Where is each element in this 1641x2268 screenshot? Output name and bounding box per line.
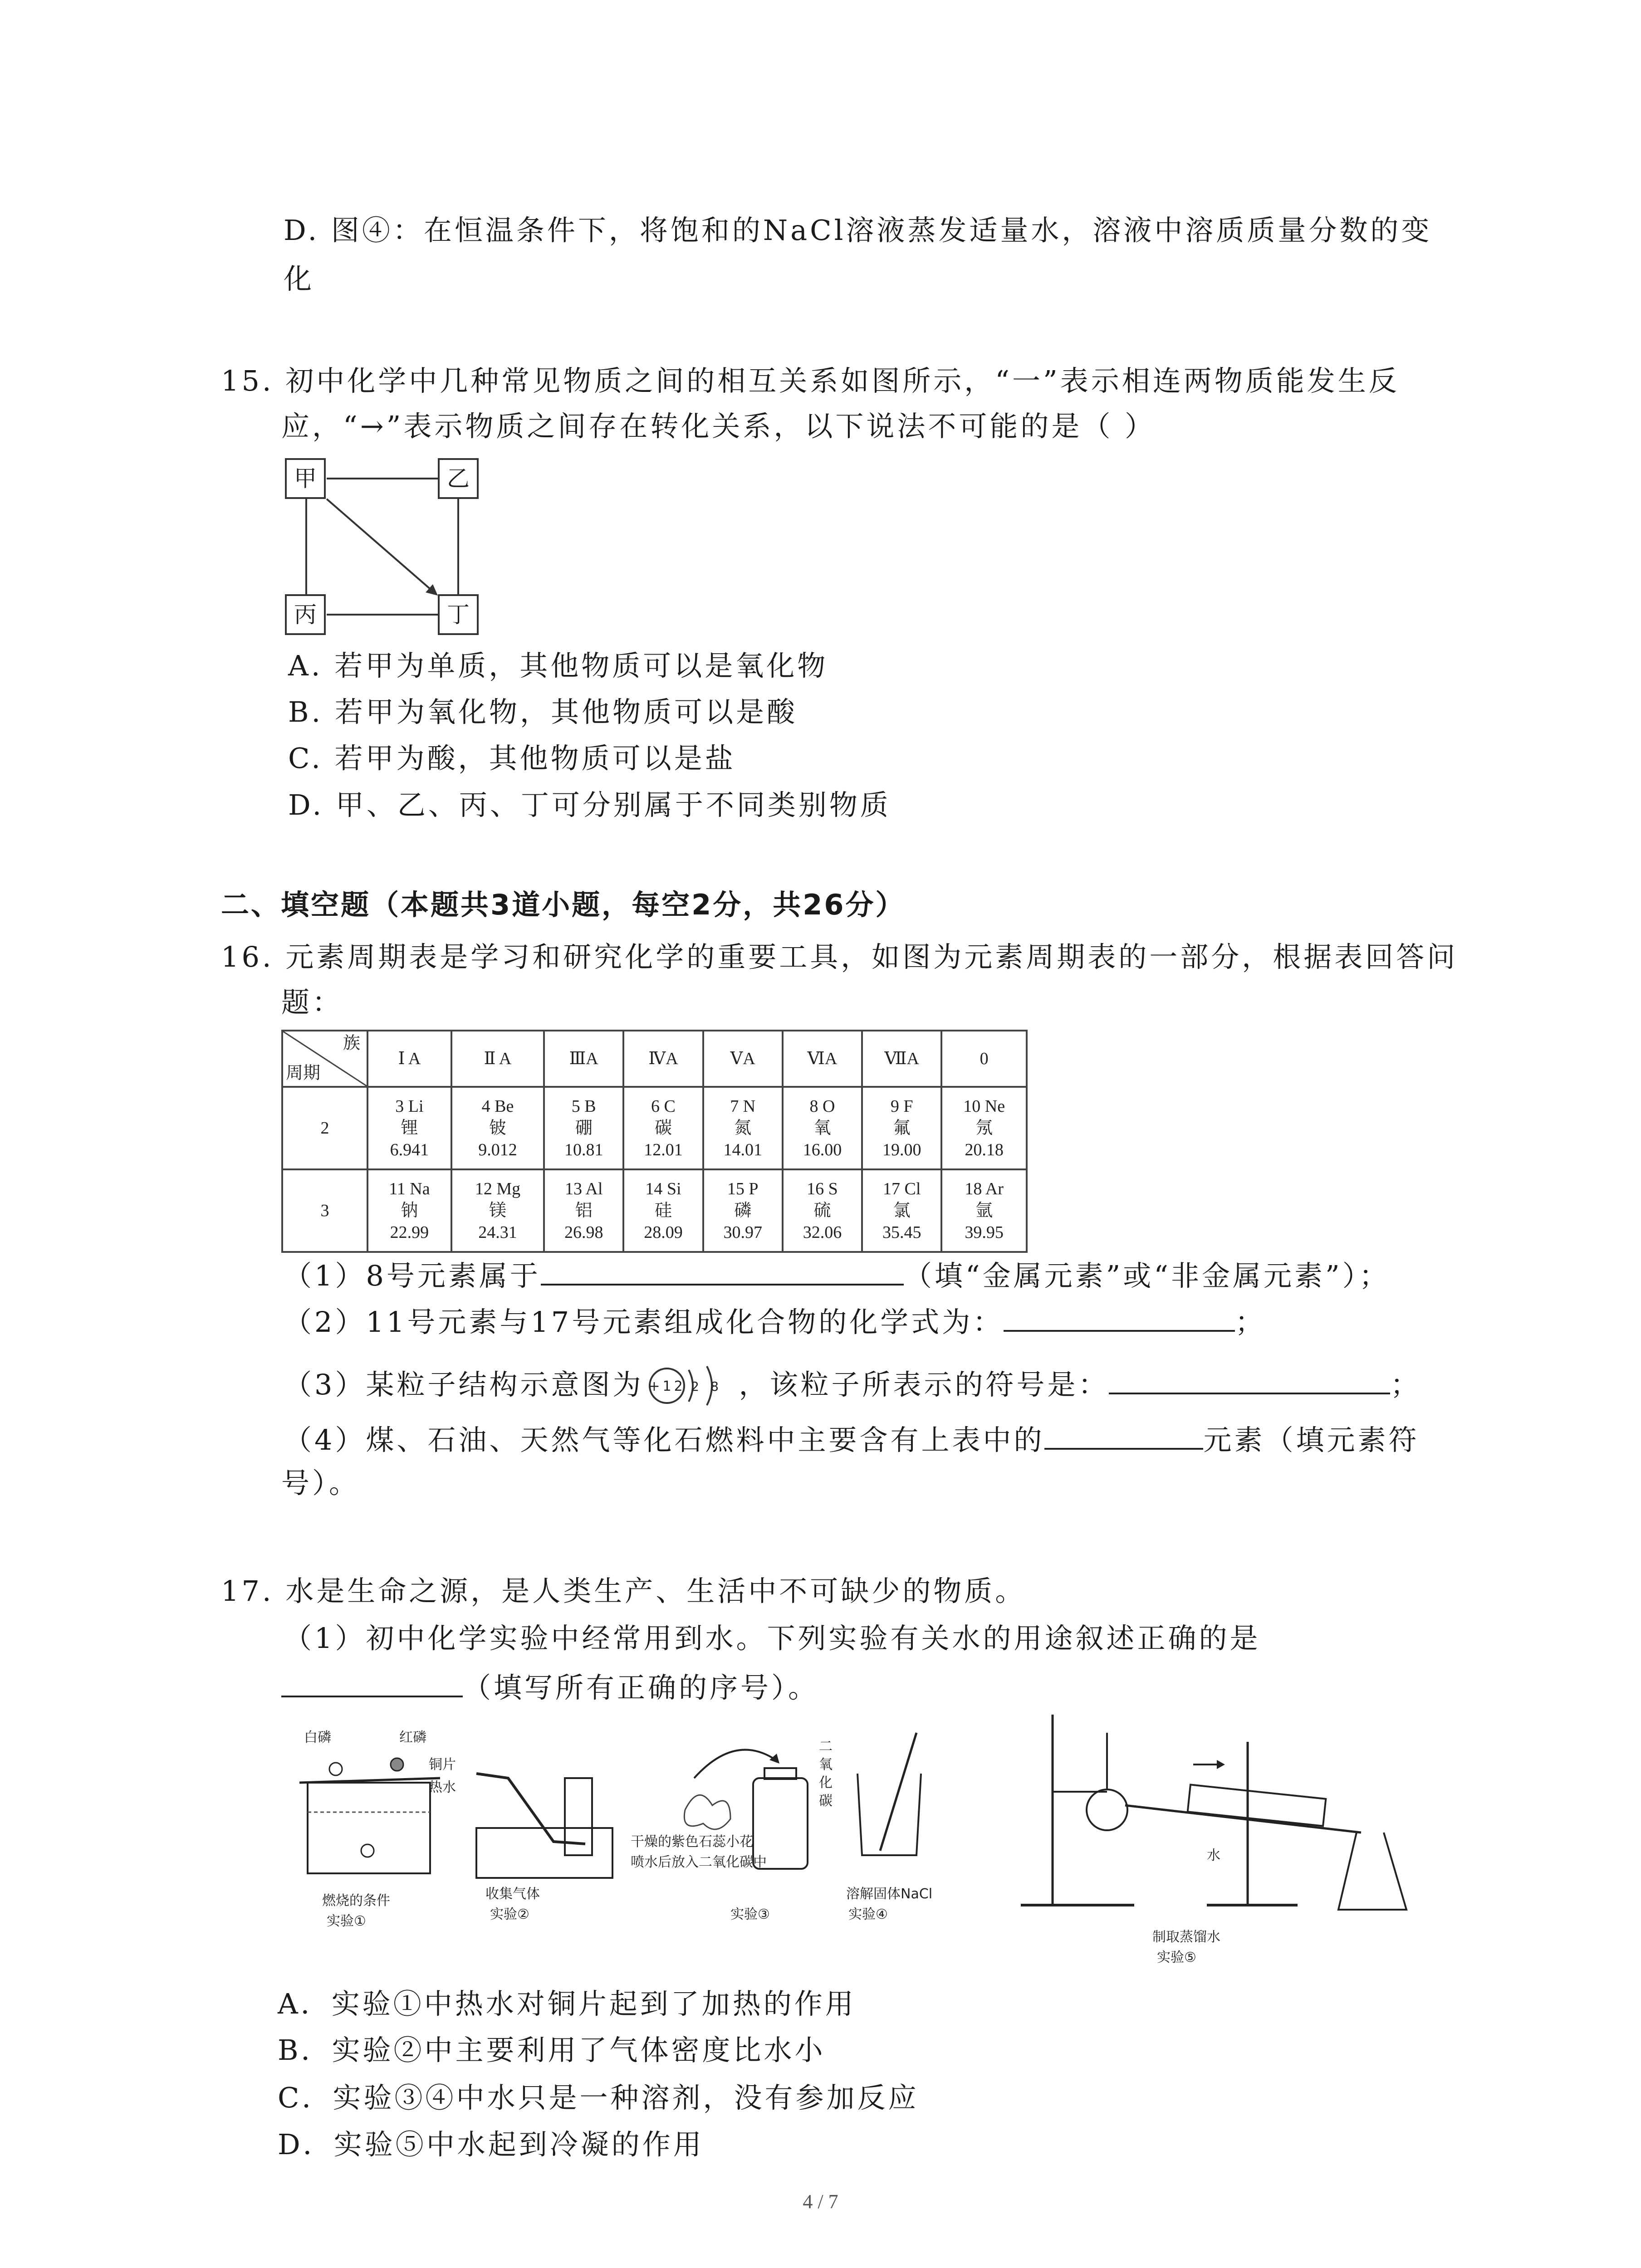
experiment-4-illustration — [846, 1733, 932, 1922]
element-cell: 9 F 氟 19.00 — [862, 1087, 941, 1169]
label-exp3: 实验③ — [730, 1906, 770, 1922]
q17-option-c: C．实验③④中水只是一种溶剂，没有参加反应 — [278, 2081, 919, 2114]
q16-sub4: （4）煤、石油、天然气等化石燃料中主要含有上表中的 元素（填元素符 — [284, 1421, 1419, 1458]
q15-option-b: B. 若甲为氧化物，其他物质可以是酸 — [288, 695, 798, 728]
period-label: 2 — [282, 1087, 367, 1169]
q16-sub3: （3）某粒子结构示意图为 +12 2 8 ，该粒子所表示的符号是： ； — [284, 1365, 1421, 1405]
atom-structure-diagram — [643, 1369, 739, 1405]
label-exp4-title: 溶解固体NaCl — [846, 1886, 933, 1902]
label-water: 水 — [1207, 1848, 1220, 1863]
answer-blank-1[interactable] — [541, 1256, 904, 1286]
element-cell: 13 Al 铝 26.98 — [544, 1169, 623, 1252]
shell-1-count: 2 — [691, 1378, 702, 1394]
q16-sub1: （1）8号元素属于 （填“金属元素”或“非金属元素”）； — [284, 1256, 1390, 1294]
group-header: ⅦA — [862, 1031, 941, 1087]
section-2-title: 二、填空题（本题共3道小题，每空2分，共26分） — [221, 888, 906, 921]
element-cell: 4 Be 铍 9.012 — [451, 1087, 544, 1169]
corner-period-label: 周期 — [286, 1064, 321, 1083]
q14-option-d-line1: D. 图④：在恒温条件下，将饱和的NaCl溶液蒸发适量水，溶液中溶质质量分数的变 — [284, 214, 1432, 247]
q16-sub4-line2: 号）。 — [281, 1466, 360, 1500]
label-exp3-desc-1: 干燥的紫色石蕊小花 — [631, 1834, 753, 1850]
q15-stem-line2: 应，“→”表示物质之间存在转化关系，以下说法不可能的是（ ） — [281, 410, 1156, 443]
label-co2-4: 碳 — [819, 1793, 833, 1809]
element-cell: 18 Ar 氩 39.95 — [941, 1169, 1027, 1252]
element-cell: 16 S 硫 32.06 — [783, 1169, 862, 1252]
periodic-table — [281, 1030, 1028, 1253]
answer-blank-4[interactable] — [1044, 1421, 1203, 1450]
answer-blank-2[interactable] — [1004, 1303, 1235, 1332]
q17-stem: 17. 水是生命之源，是人类生产、生活中不可缺少的物质。 — [221, 1574, 1026, 1608]
node-bing: 丙 — [285, 594, 326, 635]
experiment-5-illustration — [1021, 1715, 1406, 1965]
periodic-table-header — [282, 1031, 1027, 1087]
answer-blank-5[interactable] — [281, 1668, 463, 1697]
q15-option-d: D. 甲、乙、丙、丁可分别属于不同类别物质 — [288, 788, 891, 821]
label-exp3-desc-2: 喷水后放入二氧化碳中 — [631, 1854, 767, 1870]
element-cell: 7 N 氮 14.01 — [703, 1087, 783, 1169]
label-exp1: 实验① — [327, 1913, 366, 1929]
table-row-period-2 — [282, 1087, 1027, 1169]
label-white-phosphorus: 白磷 — [304, 1730, 331, 1745]
node-ding: 丁 — [438, 594, 479, 635]
label-red-phosphorus: 红磷 — [399, 1730, 426, 1745]
group-header: ⅣA — [623, 1031, 703, 1087]
label-exp5: 实验⑤ — [1157, 1950, 1196, 1965]
element-cell: 8 O 氧 16.00 — [783, 1087, 862, 1169]
label-co2-1: 二 — [819, 1739, 833, 1755]
group-header: Ⅰ A — [367, 1031, 451, 1087]
element-cell: 17 Cl 氯 35.45 — [862, 1169, 941, 1252]
element-cell: 11 Na 钠 22.99 — [367, 1169, 451, 1252]
q16-stem-line1: 16. 元素周期表是学习和研究化学的重要工具，如图为元素周期表的一部分，根据表回答问 — [221, 940, 1458, 973]
label-exp1-title: 燃烧的条件 — [322, 1893, 390, 1909]
table-row-period-3 — [282, 1169, 1027, 1252]
label-exp2: 实验② — [490, 1906, 529, 1922]
element-cell: 5 B 硼 10.81 — [544, 1087, 623, 1169]
label-co2-3: 化 — [819, 1775, 833, 1791]
label-copper-sheet: 铜片 — [429, 1757, 456, 1773]
q17-option-d: D．实验⑤中水起到冷凝的作用 — [278, 2128, 704, 2161]
q16-sub2: （2）11号元素与17号元素组成化合物的化学式为： ； — [284, 1303, 1266, 1340]
experiment-3-illustration — [631, 1739, 833, 1922]
group-header: Ⅱ A — [451, 1031, 544, 1087]
node-jia: 甲 — [285, 458, 326, 499]
label-exp2-title: 收集气体 — [485, 1886, 540, 1902]
q17-sub1-line2: （填写所有正确的序号）。 — [281, 1668, 819, 1706]
label-co2-2: 氧 — [819, 1757, 833, 1773]
q17-option-a: A．实验①中热水对铜片起到了加热的作用 — [278, 1987, 856, 2020]
shell-2-count: 8 — [710, 1378, 722, 1394]
group-header: ⅤA — [703, 1031, 783, 1087]
element-cell: 14 Si 硅 28.09 — [623, 1169, 703, 1252]
answer-blank-3[interactable] — [1109, 1365, 1390, 1394]
label-hot-water: 热水 — [429, 1779, 456, 1795]
period-label: 3 — [282, 1169, 367, 1252]
arrow-jia-ding — [327, 499, 431, 590]
node-yi: 乙 — [438, 458, 479, 499]
experiment-2-illustration — [476, 1774, 612, 1922]
group-header: ⅥA — [783, 1031, 862, 1087]
page-number: 4 / 7 — [803, 2190, 838, 2213]
q15-option-c: C. 若甲为酸，其他物质可以是盐 — [288, 742, 736, 775]
q15-stem-line1: 15. 初中化学中几种常见物质之间的相互关系如图所示，“一”表示相连两物质能发生反 — [221, 364, 1400, 397]
corner-group-label: 族 — [343, 1034, 360, 1053]
element-cell: 6 C 碳 12.01 — [623, 1087, 703, 1169]
q17-experiments-figure — [272, 1715, 1461, 1969]
element-cell: 3 Li 锂 6.941 — [367, 1087, 451, 1169]
label-exp4: 实验④ — [848, 1906, 888, 1922]
q15-option-a: A. 若甲为单质，其他物质可以是氧化物 — [288, 649, 828, 682]
q17-sub1: （1）初中化学实验中经常用到水。下列实验有关水的用途叙述正确的是 — [284, 1622, 1261, 1655]
group-header: ⅢA — [544, 1031, 623, 1087]
table-corner — [282, 1031, 367, 1087]
q14-option-d-line2: 化 — [284, 262, 315, 295]
experiment-1-illustration — [299, 1730, 456, 1929]
element-cell: 10 Ne 氖 20.18 — [941, 1087, 1027, 1169]
q16-stem-line2: 题： — [281, 986, 343, 1019]
label-exp5-title: 制取蒸馏水 — [1152, 1929, 1220, 1945]
group-header: 0 — [941, 1031, 1027, 1087]
element-cell: 15 P 磷 30.97 — [703, 1169, 783, 1252]
atom-nucleus-label: +12 — [648, 1378, 686, 1394]
element-cell: 12 Mg 镁 24.31 — [451, 1169, 544, 1252]
q17-option-b: B．实验②中主要利用了气体密度比水小 — [278, 2033, 826, 2067]
